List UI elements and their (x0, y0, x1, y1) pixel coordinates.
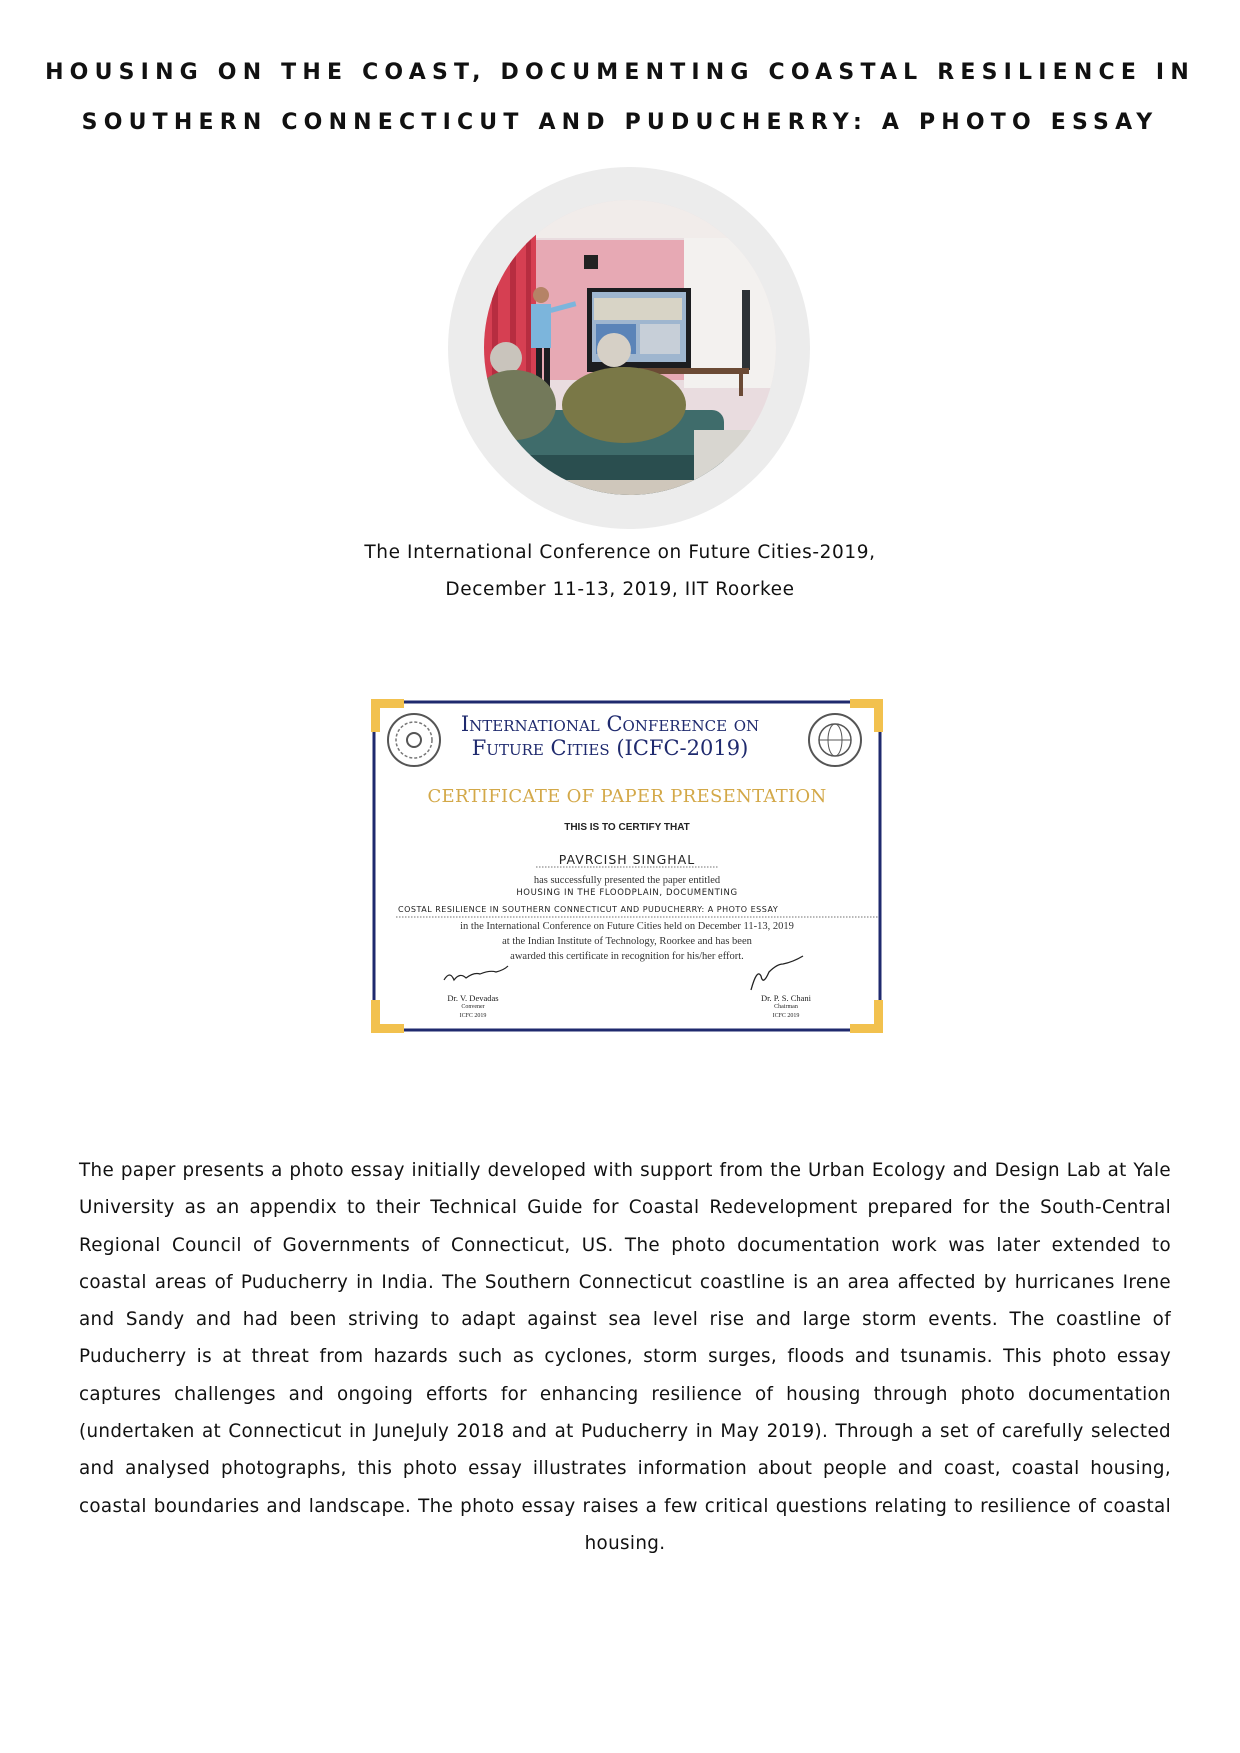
signatory-right-event: ICFC 2019 (772, 1013, 800, 1019)
held-line-2: at the Indian Institute of Technology, Roorkee and has been (502, 936, 752, 947)
title-line-2: SOUTHERN CONNECTICUT AND PUDUCHERRY: A PHOTO ESSAY (81, 110, 1159, 135)
recipient-name: PAVRCISH SINGHAL (558, 852, 696, 867)
certificate-heading: International Conference on Future Cities (ICFC-2019) (460, 712, 760, 760)
signatory-left-role: Convener (461, 1004, 485, 1010)
signatory-right-role: Chairman (774, 1004, 798, 1010)
signatory-left-event: ICFC 2019 (459, 1013, 487, 1019)
paper-title-line-1: HOUSING IN THE FLOODPLAIN, DOCUMENTING (516, 888, 738, 898)
title-line-1: HOUSING ON THE COAST, DOCUMENTING COASTAL RESILIENCE IN (45, 60, 1195, 85)
certificate (368, 696, 886, 1036)
caption-date-venue: December 11-13, 2019, IIT Roorkee (445, 579, 795, 600)
presentation-photo-icon (484, 200, 776, 495)
paper-title-line-2: COSTAL RESILIENCE IN SOUTHERN CONNECTICUT AND PUDUCHERRY: A PHOTO ESSAY (398, 905, 779, 914)
signatory-left-name: Dr. V. Devadas (447, 993, 499, 1003)
certify-line: THIS IS TO CERTIFY THAT (564, 822, 690, 833)
signatory-right-name: Dr. P. S. Chani (760, 993, 812, 1003)
certificate-subheading: CERTIFICATE OF PAPER PRESENTATION (427, 786, 827, 807)
presented-line: has successfully presented the paper entitled (533, 875, 721, 886)
signatory-left (413, 994, 533, 1021)
abstract-paragraph: The paper presents a photo essay initially developed with support from the Urban Ecology and Design Lab at Yale University as an appendix to their Technical Guide for Coastal Redevelopment prepared for the South-Central Regional Council of Governments of Connecticut, US. The photo documentation work was later extended to coastal areas of Puducherry in India. The Southern Connecticut coastline is an area affected by hurricanes Irene and Sandy and had been striving to adapt against sea level rise and large storm events. The coastline of Puducherry is at threat from hazards such as cyclones, storm surges, floods and tsunamis. This photo essay captures challenges and ongoing efforts for enhancing resilience of housing through photo documentation (undertaken at Connecticut in JuneJuly 2018 and at Puducherry in May 2019). Through a set of carefully selected and analysed photographs, this photo essay illustrates information about people and coast, coastal housing, coastal boundaries and landscape. The photo essay raises a few critical questions relating to resilience of coastal housing. (79, 1160, 1171, 1554)
held-line-1: in the International Conference on Future Cities held on December 11-13, 2019 (460, 921, 794, 932)
held-line-3: awarded this certificate in recognition for his/her effort. (510, 951, 744, 962)
caption-conference: The International Conference on Future Cities-2019, (364, 542, 876, 563)
signatory-right (726, 994, 846, 1021)
